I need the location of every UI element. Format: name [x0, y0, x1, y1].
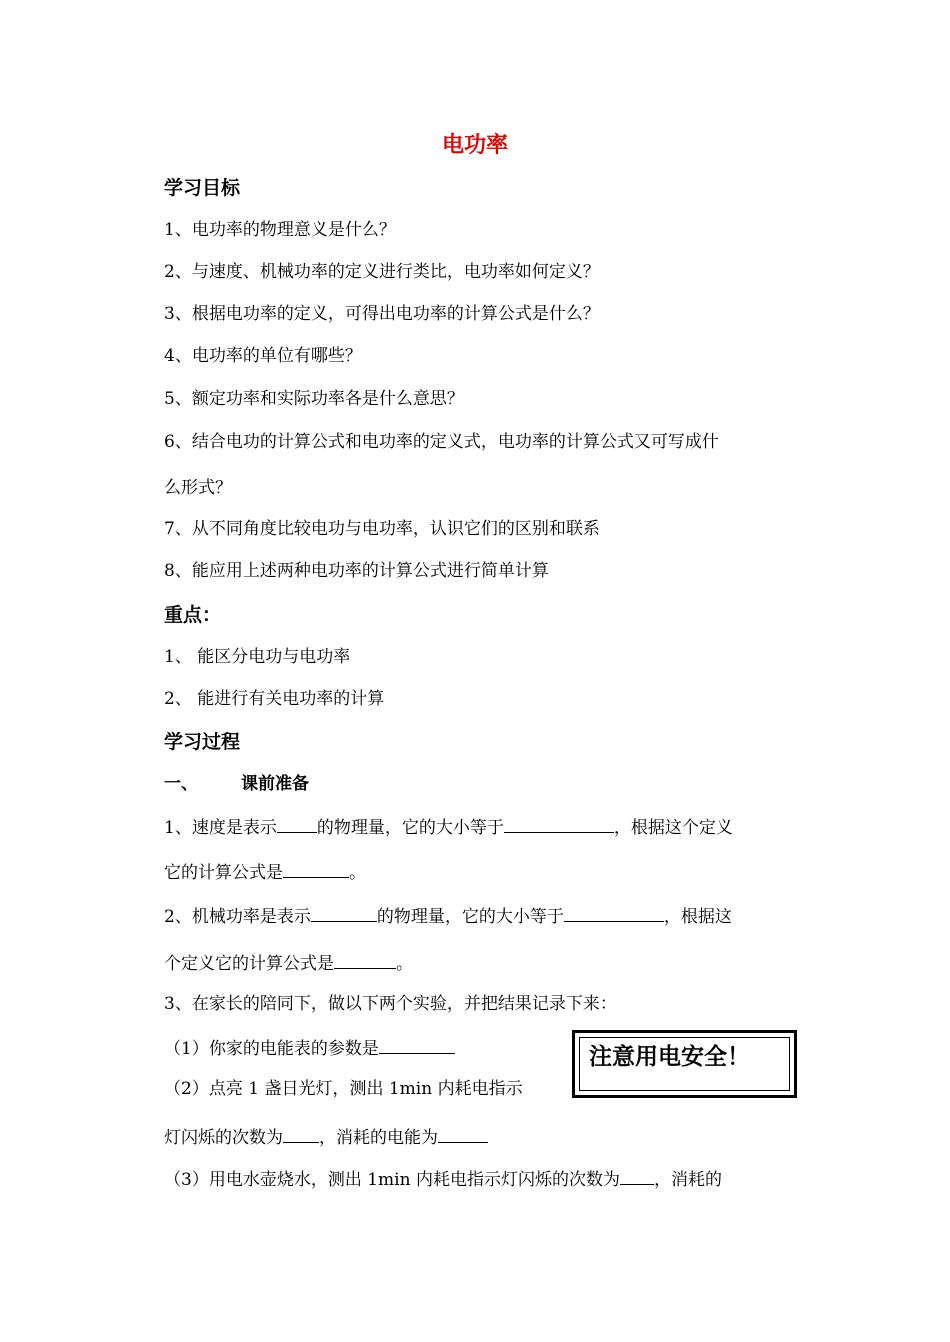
question-text: ，根据这 [663, 907, 732, 927]
experiment-2-line-2 [164, 1125, 488, 1149]
question-text: 个定义它的计算公式是 [164, 954, 334, 974]
experiment-text: ，消耗的 [653, 1170, 722, 1190]
question-3: 3、在家长的陪同下，做以下两个实验，并把结果记录下来： [164, 994, 617, 1014]
goal-item: 4、电功率的单位有哪些？ [164, 346, 362, 366]
answer-blank[interactable] [334, 951, 396, 969]
key-point-item: 1、 能区分电功与电功率 [164, 647, 351, 667]
question-text: 的物理量，它的大小等于 [316, 818, 504, 838]
question-1-line-2 [164, 860, 366, 884]
answer-blank[interactable] [283, 1125, 319, 1143]
answer-blank[interactable] [564, 904, 664, 922]
goal-item: 么形式？ [164, 478, 232, 498]
answer-blank[interactable] [620, 1167, 654, 1185]
key-points-heading: 重点： [164, 604, 222, 626]
goal-item: 5、额定功率和实际功率各是什么意思？ [164, 389, 464, 409]
question-text: 的物理量，它的大小等于 [376, 907, 564, 927]
question-2-line-1 [164, 904, 732, 928]
question-2-line-2 [164, 951, 413, 975]
goal-item: 7、从不同角度比较电功与电功率，认识它们的区别和联系 [164, 519, 600, 539]
question-text: 。 [396, 954, 413, 974]
answer-blank[interactable] [438, 1125, 488, 1143]
experiment-2-line-1: （2）点亮 1 盏日光灯，测出 1min 内耗电指示 [164, 1079, 523, 1099]
goal-item: 3、根据电功率的定义，可得出电功率的计算公式是什么？ [164, 304, 600, 324]
goal-item: 8、能应用上述两种电功率的计算公式进行简单计算 [164, 561, 549, 581]
section-number: 一、 [164, 774, 198, 794]
question-text: ，根据这个定义 [613, 818, 733, 838]
experiment-text: ，消耗的电能为 [319, 1128, 438, 1148]
answer-blank[interactable] [379, 1036, 455, 1054]
question-text: 1、速度是表示 [164, 818, 277, 838]
experiment-text: （3）用电水壶烧水，测出 1min 内耗电指示灯闪烁的次数为 [164, 1170, 620, 1190]
goal-item: 6、结合电功的计算公式和电功率的定义式，电功率的计算公式又可写成什 [164, 432, 719, 452]
question-text: 2、机械功率是表示 [164, 907, 311, 927]
experiment-text: （1）你家的电能表的参数是 [164, 1039, 379, 1059]
experiment-3 [164, 1167, 722, 1191]
question-text: 。 [349, 863, 366, 883]
page-title: 电功率 [441, 133, 508, 158]
answer-blank[interactable] [277, 815, 317, 833]
process-heading: 学习过程 [164, 731, 241, 753]
experiment-1 [164, 1036, 455, 1060]
safety-notice-text: 注意用电安全！ [589, 1044, 750, 1070]
question-text: 它的计算公式是 [164, 863, 283, 883]
answer-blank[interactable] [504, 815, 614, 833]
section-title: 课前准备 [241, 774, 309, 794]
safety-notice-box [572, 1030, 797, 1098]
goal-item: 2、与速度、机械功率的定义进行类比，电功率如何定义？ [164, 262, 600, 282]
goals-heading: 学习目标 [164, 177, 241, 199]
question-1-line-1 [164, 815, 733, 839]
experiment-text: 灯闪烁的次数为 [164, 1128, 283, 1148]
goal-item: 1、电功率的物理意义是什么？ [164, 220, 396, 240]
key-point-item: 2、 能进行有关电功率的计算 [164, 689, 385, 709]
answer-blank[interactable] [311, 904, 377, 922]
answer-blank[interactable] [283, 860, 349, 878]
